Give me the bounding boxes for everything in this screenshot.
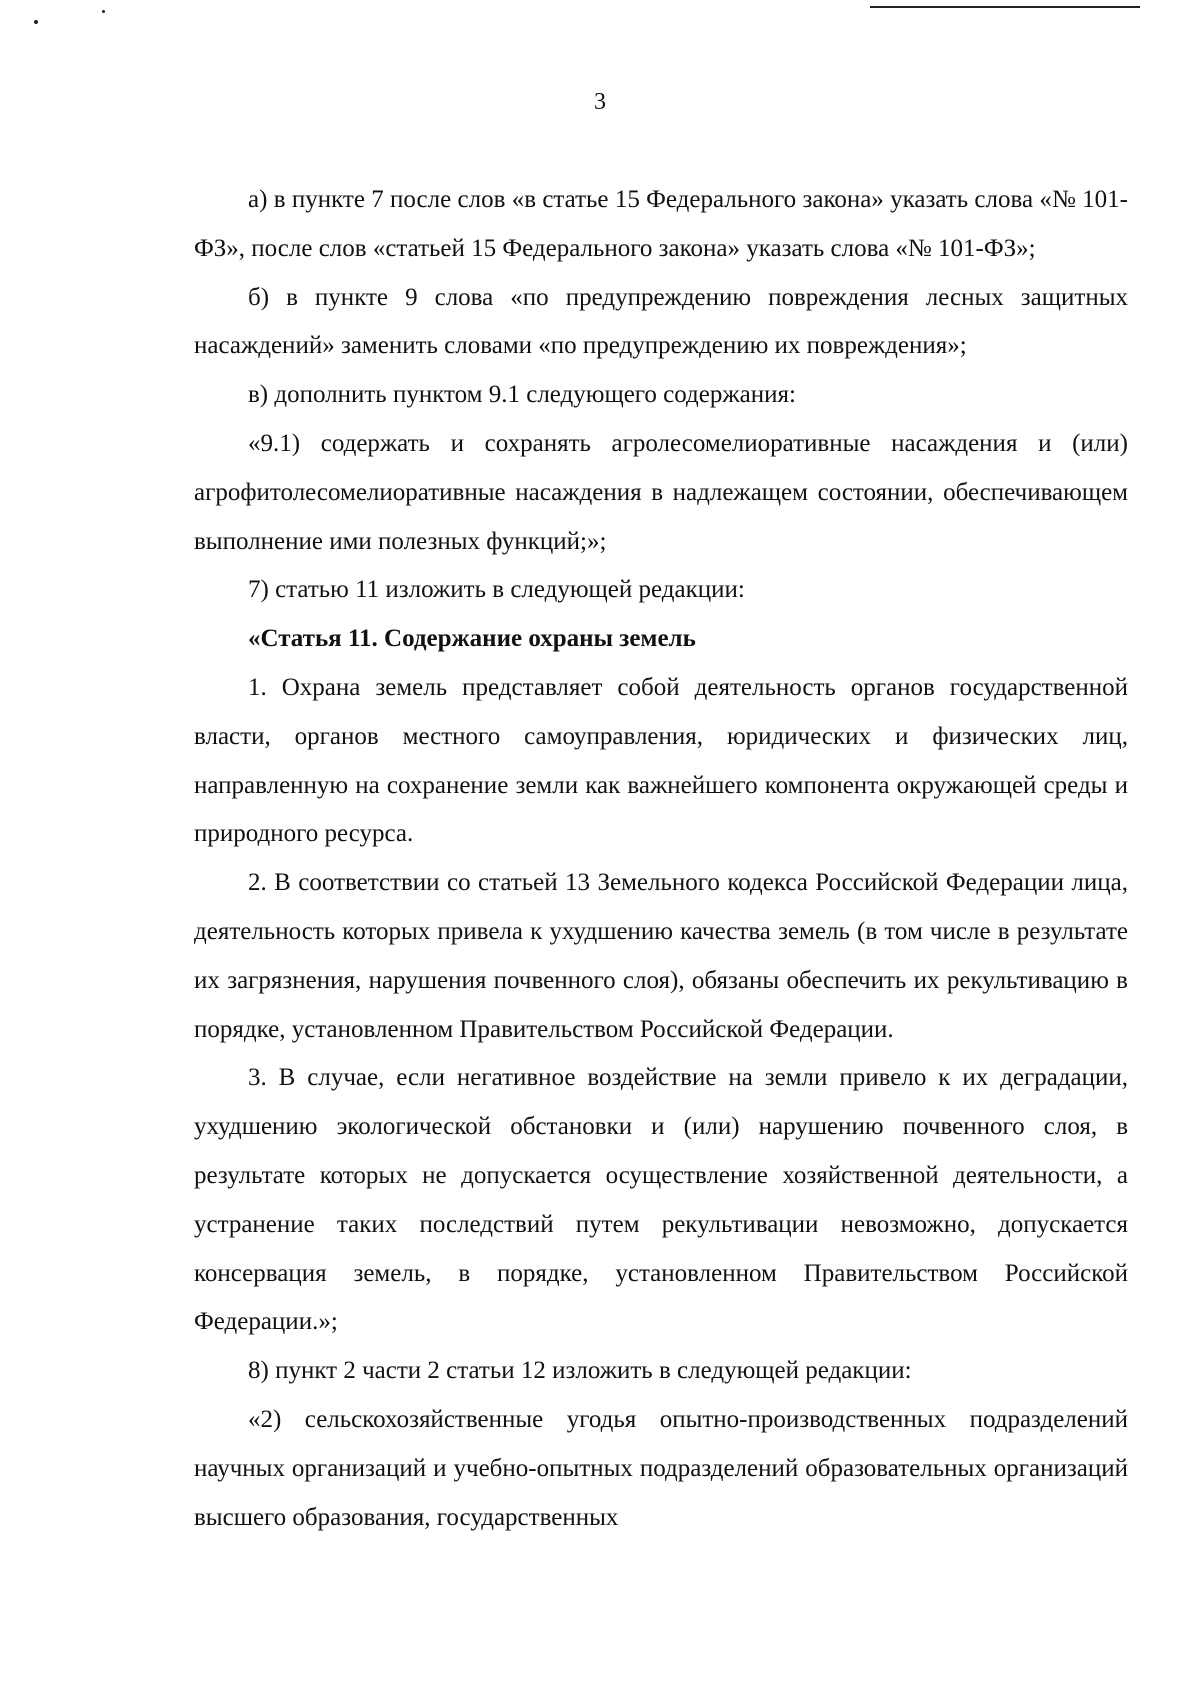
top-edge-rule bbox=[870, 6, 1140, 8]
article-11-heading: «Статья 11. Содержание охраны земель bbox=[248, 625, 696, 653]
paragraph-item-8: 8) пункт 2 части 2 статьи 12 изложить в следующей редакции: bbox=[248, 1357, 912, 1385]
document-body bbox=[194, 176, 1128, 1542]
paragraph-item-7: 7) статью 11 изложить в следующей редакции: bbox=[248, 576, 745, 604]
scan-speck bbox=[34, 20, 38, 24]
scan-speck bbox=[102, 10, 105, 13]
article-11-point-3: 3. В случае, если негативное воздействие на земли привело к их деградации, ухудшению экологической обстановки и (или) нарушению почвенного слоя, в результате которых не допускается осуществление хозяйственной деятельности, а устранение таких последствий путем рекультивации невозможно, допускается консервация земель, в порядке, установленном Правительством Российской Федерации.»; bbox=[194, 1064, 1128, 1336]
article-11-point-1: 1. Охрана земель представляет собой деятельность органов государственной власти, органов местного самоуправления, юридических и физических лиц, направленную на сохранение земли как важнейшего компонента окружающей среды и природного ресурса. bbox=[194, 673, 1128, 848]
article-11-point-2: 2. В соответствии со статьей 13 Земельного кодекса Российской Федерации лица, деятельность которых привела к ухудшению качества земель (в том числе в результате их загрязнения, нарушения почвенного слоя), обязаны обеспечить их рекультивацию в порядке, установленном Правительством Российской Федерации. bbox=[194, 869, 1128, 1043]
paragraph-9-1: «9.1) содержать и сохранять агролесомелиоративные насаждения и (или) агрофитолесомелиоративные насаждения в надлежащем состоянии, обеспечивающем выполнение ими полезных функций;»; bbox=[194, 429, 1128, 555]
page-number: 3 bbox=[594, 89, 606, 115]
paragraph-v: в) дополнить пунктом 9.1 следующего содержания: bbox=[248, 381, 796, 409]
paragraph-point-2: «2) сельскохозяйственные угодья опытно-производственных подразделений научных организаций и учебно-опытных подразделений образовательных организаций высшего образования, государственных bbox=[194, 1405, 1128, 1531]
paragraph-b: б) в пункте 9 слова «по предупреждению повреждения лесных защитных насаждений» заменить словами «по предупреждению их повреждения»; bbox=[194, 283, 1128, 360]
paragraph-a: а) в пункте 7 после слов «в статье 15 Федерального закона» указать слова «№ 101-ФЗ», после слов «статьей 15 Федерального закона» указать слова «№ 101-ФЗ»; bbox=[194, 186, 1128, 262]
